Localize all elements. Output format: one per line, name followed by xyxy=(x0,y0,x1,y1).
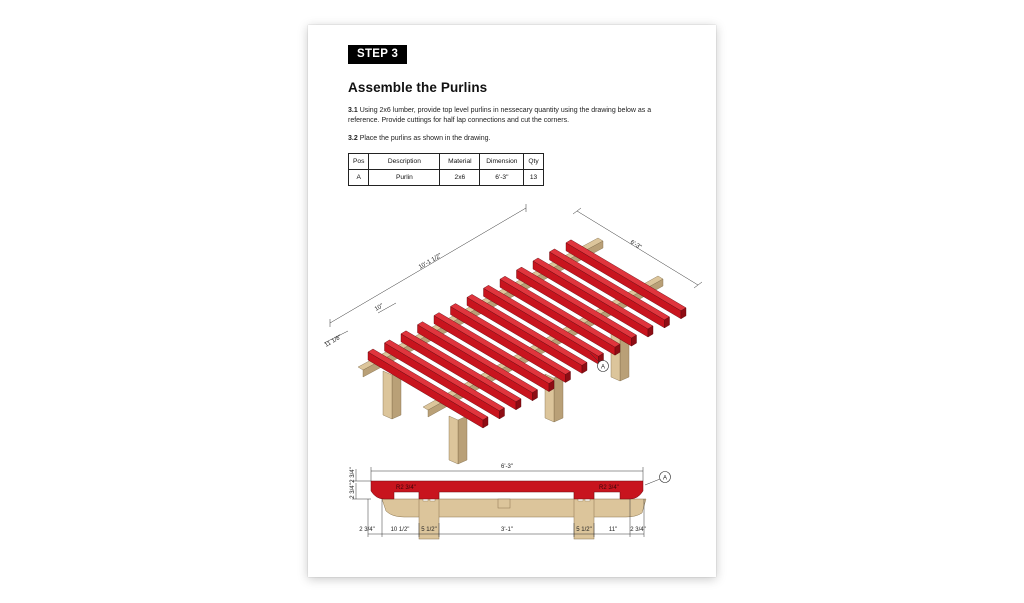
assembly-drawing xyxy=(308,25,716,577)
isometric-view xyxy=(324,204,702,464)
cell-material: 2x6 xyxy=(440,170,480,186)
cell-qty: 13 xyxy=(524,170,543,186)
elevation-notch xyxy=(498,499,510,508)
instruction-text: Place the purlins as shown in the drawing. xyxy=(359,135,491,142)
dim-purlin-length: 6'-3" xyxy=(628,239,643,251)
cell-pos: A xyxy=(349,170,369,186)
instruction-page xyxy=(308,25,716,577)
instruction-number: 3.1 xyxy=(348,107,358,114)
elev-dim-bottom: 11" xyxy=(608,527,618,533)
cell-description: Purlin xyxy=(369,170,440,186)
elev-dim-bottom: 2 3/4" xyxy=(359,527,375,533)
post xyxy=(383,371,392,419)
elev-dim-top-height: 2 3/4" xyxy=(350,467,356,483)
step-badge: STEP 3 xyxy=(348,45,407,64)
elev-dim-bottom: 2 3/4" xyxy=(630,527,646,533)
dim-overhang: 11 1/8" xyxy=(324,334,343,349)
elev-callout-label: A xyxy=(662,475,668,482)
elev-dim-bottom: 10 1/2" xyxy=(390,527,410,533)
post xyxy=(554,374,563,422)
callout-label: A xyxy=(600,364,606,371)
elev-dim-side-height: 2 3/4" xyxy=(350,483,356,499)
cell-dimension: 6'-3" xyxy=(480,170,524,186)
purlins xyxy=(368,240,686,428)
elev-dim-bottom: 3'-1" xyxy=(501,527,513,533)
elev-radius-right: R2 3/4" xyxy=(599,485,619,491)
elev-radius-left: R2 3/4" xyxy=(396,485,416,491)
header-material: Material xyxy=(440,154,480,170)
instruction-number: 3.2 xyxy=(348,135,358,142)
post xyxy=(449,416,458,464)
elev-dim-bottom: 5 1/2" xyxy=(576,527,592,533)
header-pos: Pos xyxy=(349,154,369,170)
elev-dim-total: 6'-3" xyxy=(501,464,513,470)
instruction-text: Using 2x6 lumber, provide top level purlins in nessecary quantity using the drawing below as a reference. Provide cuttings for half lap connections and cut the corners. xyxy=(348,107,652,124)
header-qty: Qty xyxy=(524,154,543,170)
elevation-view xyxy=(350,464,671,539)
dim-purlin-spacing: 10" xyxy=(374,303,385,313)
dim-overall-length: 10'-1 1/2" xyxy=(418,252,443,271)
elev-dim-bottom: 5 1/2" xyxy=(421,527,437,533)
page-title: Assemble the Purlins xyxy=(348,80,488,95)
post xyxy=(458,416,467,464)
header-description: Description xyxy=(369,154,440,170)
header-dimension: Dimension xyxy=(480,154,524,170)
